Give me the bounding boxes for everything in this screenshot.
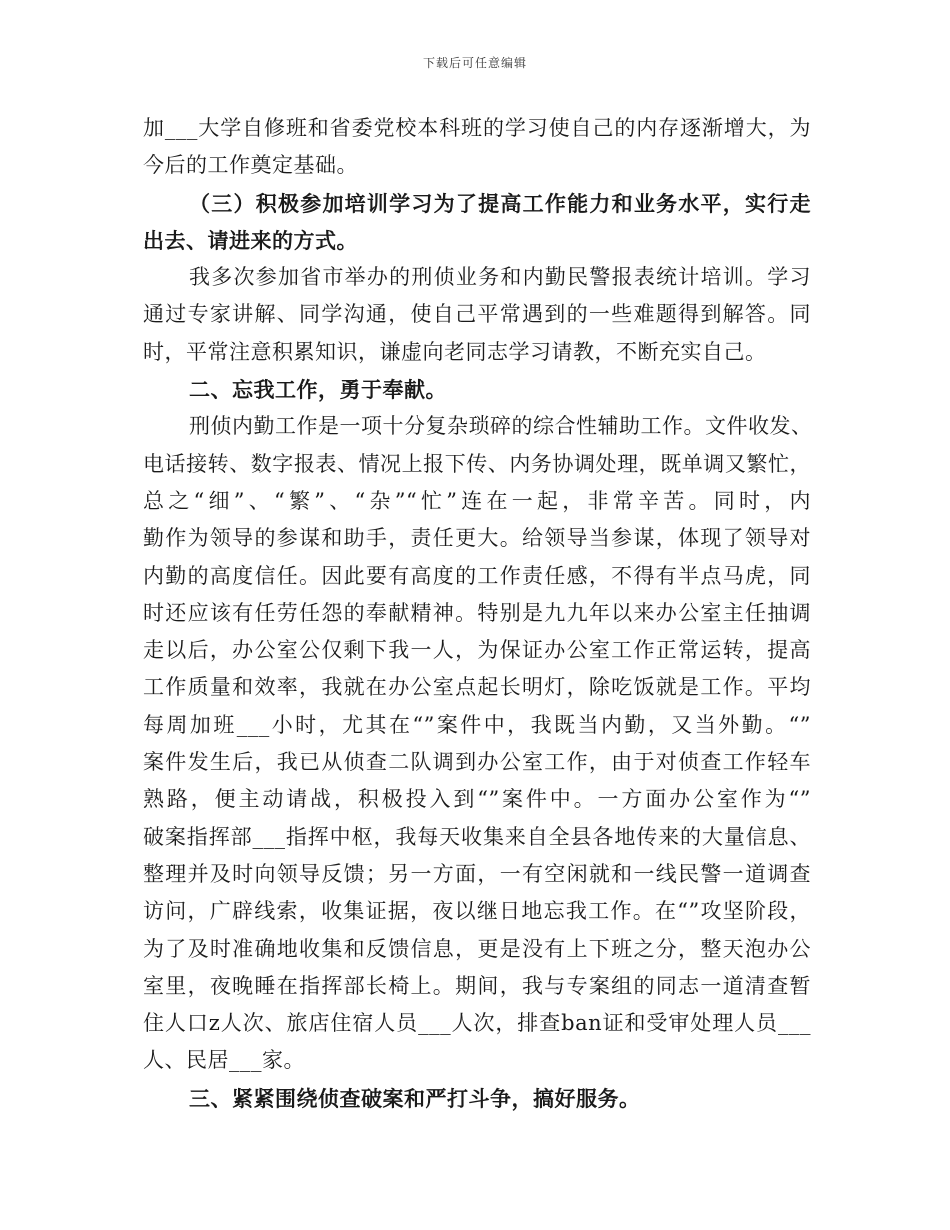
text-line: 访问，广辟线索，收集证据，夜以继日地忘我工作。在“”攻坚阶段， (143, 899, 811, 924)
text-line: 案件发生后，我已从侦查二队调到办公室工作，由于对侦查工作轻车 (143, 750, 811, 775)
page-header: 下载后可任意编辑 (422, 56, 527, 70)
text-line: 电话接转、数字报表、情况上报下传、内务协调处理，既单调又繁忙， (143, 451, 811, 476)
text-line: 时，平常注意积累知识，谦虚向老同志学习请教，不断充实自己。 (143, 339, 767, 364)
text-line: 走以后，办公室公仅剩下我一人，为保证办公室工作正常运转，提高 (143, 638, 811, 663)
document-body (143, 110, 811, 1117)
section-heading-line: 出去、请进来的方式。 (143, 227, 358, 253)
text-line: 破案指挥部___指挥中枢，我每天收集来自全县各地传来的大量信息、 (143, 824, 811, 849)
text-line: 为了及时准确地收集和反馈信息，更是没有上下班之分，整天泡办公 (143, 936, 811, 961)
text-line: 内勤的高度信任。因此要有高度的工作责任感，不得有半点马虎，同 (143, 563, 811, 588)
text-line: 人、民居___家。 (143, 1048, 305, 1073)
text-line: 室里，夜晚睡在指挥部长椅上。期间，我与专案组的同志一道清查暂 (143, 973, 811, 998)
text-line: 整理并及时向领导反馈；另一方面，一有空闲就和一线民警一道调查 (143, 861, 811, 886)
text-line: 通过专家讲解、同学沟通，使自己平常遇到的一些难题得到解答。同 (143, 302, 811, 327)
text-line: 每周加班___小时，尤其在“”案件中，我既当内勤，又当外勤。“” (143, 712, 811, 737)
section-heading-line: （三）积极参加培训学习为了提高工作能力和业务水平，实行走 (189, 190, 811, 216)
text-line: 刑侦内勤工作是一项十分复杂琐碎的综合性辅助工作。文件收发、 (189, 414, 813, 439)
text-line: 勤作为领导的参谋和助手，责任更大。给领导当参谋，体现了领导对 (143, 526, 811, 551)
text-line: 总之“细”、“繁”、“杂”“忙”连在一起，非常辛苦。同时，内 (143, 488, 811, 513)
text-line: 工作质量和效率，我就在办公室点起长明灯，除吃饭就是工作。平均 (143, 675, 811, 700)
text-line: 住人口z人次、旅店住宿人员___人次，排查ban证和受审处理人员___ (143, 1011, 811, 1036)
text-line: 今后的工作奠定基础。 (143, 153, 358, 178)
text-line: 熟路，便主动请战，积极投入到“”案件中。一方面办公室作为“” (143, 787, 811, 812)
section-heading-line: 三、紧紧围绕侦查破案和严打斗争，搞好服务。 (189, 1085, 641, 1111)
text-line: 我多次参加省市举办的刑侦业务和内勤民警报表统计培训。学习 (189, 265, 811, 290)
text-line: 加___大学自修班和省委党校本科班的学习使自己的内存逐渐增大，为 (143, 116, 811, 140)
section-heading-line: 二、忘我工作，勇于奉献。 (189, 377, 447, 403)
text-line: 时还应该有任劳任怨的奉献精神。特别是九九年以来办公室主任抽调 (143, 600, 811, 625)
